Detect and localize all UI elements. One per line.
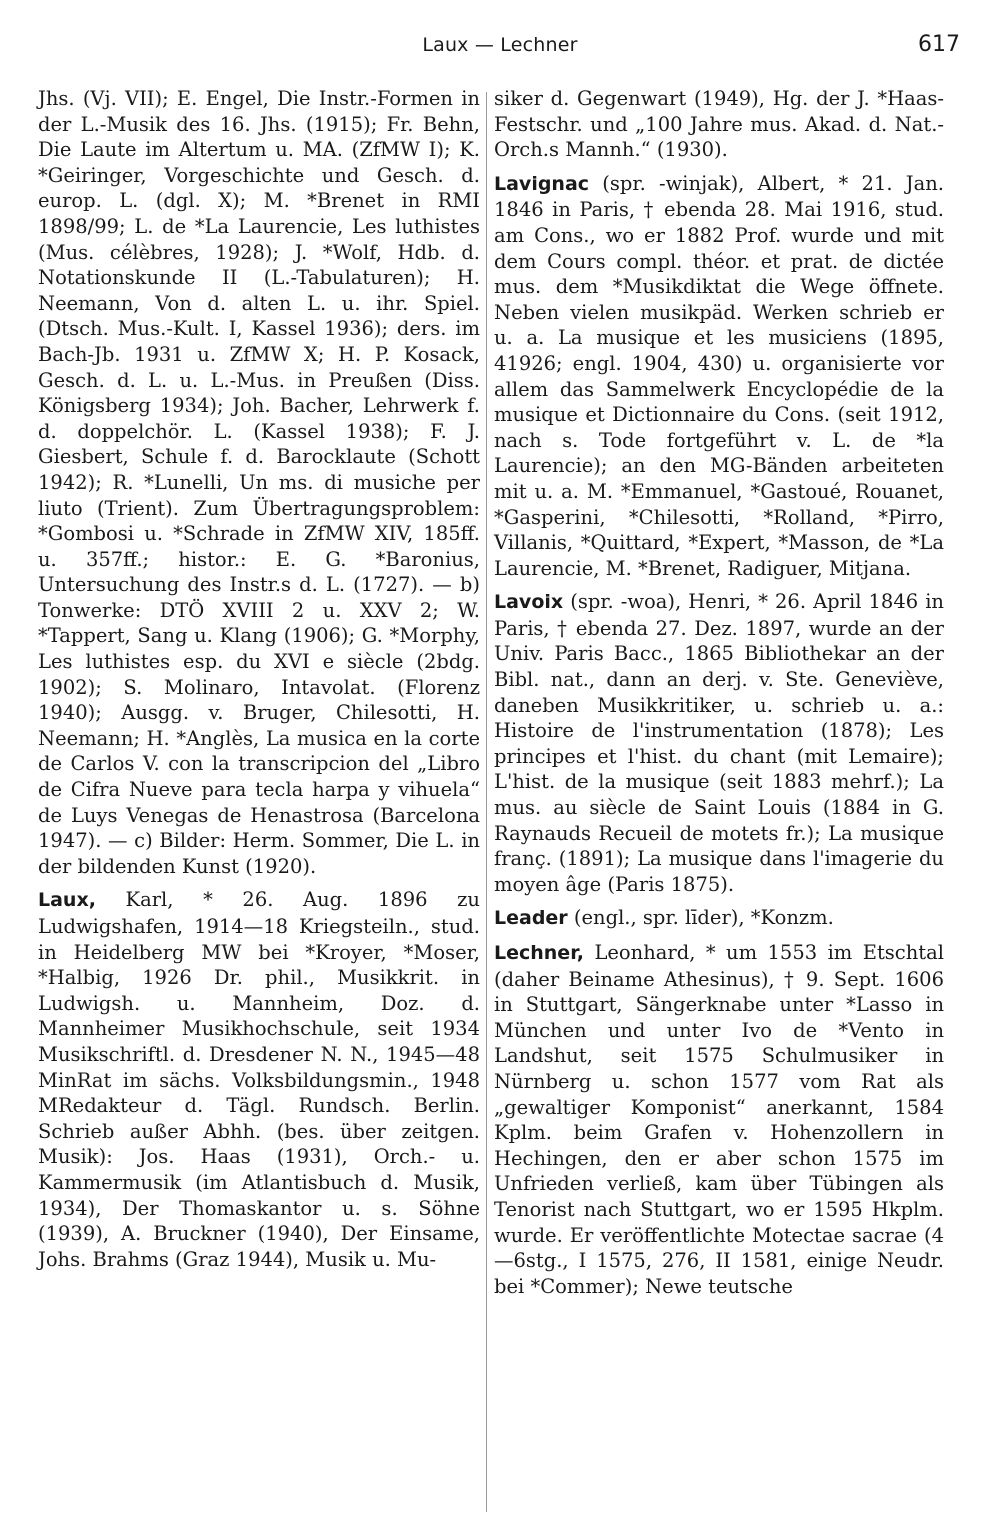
entry-lavignac [494,171,944,582]
headword-laux: Laux, [38,889,96,912]
entry-text-lechner: Leonhard, * um 1553 im Etschtal (daher Beiname Athesinus), † 9. Sept. 1606 in Stuttgart, Sängerknabe unter *Lasso in München und unter Ivo de *Vento in Landshut, seit 1575 Schulmusiker in Nürnberg u. schon 1577 vom Rat als „gewaltiger Komponist“ anerkannt, 1584 Kplm. beim Grafen v. Hohenzollern in Hechingen, den er aber schon 1575 im Unfrieden verließ, kam über Tübingen als Tenorist nach Stuttgart, wo er 1595 Hkplm. wurde. Er veröffentlichte Motectae sacrae (4—6stg., I 1575, 276, II 1581, einige Neudr. bei *Commer); Newe teutsche [494,941,944,1298]
headword-lavoix: Lavoix [494,591,564,614]
entry-text-lavoix: (spr. -woa), Henri, * 26. April 1846 in Paris, † ebenda 27. Dez. 1897, wurde an der Univ. Paris Bacc., 1865 Bibliothekar an der Bibl. nat., dann an derj. v. Ste. Geneviève, daneben Musikkritiker, u. schrieb u. a.: Histoire de l'instrumentation (1878); Les principes et l'hist. du chant (mit Lemaire); L'hist. de la musique (seit 1883 mehrf.); La mus. au siècle de Saint Louis (1884 in G. Raynauds Recueil de motets fr.); La musique franç. (1891); La musique dans l'imagerie du moyen âge (Paris 1875). [494,590,944,896]
entry-text-lavignac: (spr. -winjak), Albert, * 21. Jan. 1846 in Paris, † ebenda 28. Mai 1916, stud. am Cons., wo er 1882 Prof. wurde und mit dem Cours compl. théor. et prat. de dictée mus. dem *Musikdiktat die Wege öffnete. Neben vielen musikpäd. Werken schrieb er u. a. La musique et les musiciens (1895, 41926; engl. 1904, 430) u. organisierte vor allem das Sammelwerk Encyclopédie de la musique et Dictionnaire du Cons. (seit 1912, nach s. Tode fortgeführt v. L. de *la Laurencie); an den MG-Bänden arbeiteten mit u. a. M. *Emmanuel, *Gastoué, Rouanet, *Gasperini, *Chilesotti, *Rolland, *Pirro, Villanis, *Quittard, *Expert, *Masson, de *La Laurencie, M. *Brenet, Radiguer, Mitjana. [494,171,945,580]
continuation-text-right: siker d. Gegenwart (1949), Hg. der J. *Haas-Festschr. und „100 Jahre mus. Akad. d. Nat.-Orch.s Mannh.“ (1930). [494,87,944,162]
right-column [494,86,944,1299]
page-header [0,30,1000,64]
entry-laux [38,887,480,1272]
column-divider [486,92,487,1512]
headword-lechner: Lechner, [494,942,584,964]
headword-leader: Leader [494,907,568,930]
laux-continuation [494,86,944,163]
entry-text-laux: Karl, * 26. Aug. 1896 zu Ludwigshafen, 1914—18 Kriegsteiln., stud. in Heidelberg MW bei *Kroyer, *Moser, *Halbig, 1926 Dr. phil., Musikkrit. in Ludwigsh. u. Mannheim, Doz. d. Mannheimer Musikhochschule, seit 1934 Musikschriftl. d. Dresdener N. N., 1945—48 MinRat im sächs. Volksbildungsmin., 1948 MRedakteur d. Tägl. Rundsch. Berlin. Schrieb außer Abhh. (bes. über zeitgen. Musik): Jos. Haas (1931), Orch.- u. Kammermusik (im Atlantisbuch d. Musik, 1934), Der Thomaskantor u. s. Söhne (1939), A. Bruckner (1940), Der Einsame, Johs. Brahms (Graz 1944), Musik u. Mu- [38,888,480,1271]
entry-lechner [494,940,944,1299]
running-title: Laux — Lechner [422,34,578,56]
entry-lavoix [494,589,944,897]
lute-bibliography-continuation [38,86,480,879]
entry-text-leader: (engl., spr. līder), *Konzm. [573,906,834,930]
page-number: 617 [918,32,960,57]
entry-leader [494,905,944,932]
left-column [38,86,480,1272]
headword-lavignac: Lavignac [494,172,590,195]
continuation-text: Jhs. (Vj. VII); E. Engel, Die Instr.-Formen in der L.-Musik des 16. Jhs. (1915); Fr. Behn, Die Laute im Altertum u. MA. (ZfMW I); K. *Geiringer, Vorgeschichte und Gesch. d. europ. L. (dgl. X); M. *Brenet in RMI 1898/99; L. de *La Laurencie, Les luthistes (Mus. célèbres, 1928); J. *Wolf, Hdb. d. Notationskunde II (L.-Tabulaturen); H. Neemann, Von d. alten L. u. ihr. Spiel. (Dtsch. Mus.-Kult. I, Kassel 1936); ders. im Bach-Jb. 1931 u. ZfMW X; H. P. Kosack, Gesch. d. L. u. L.-Mus. in Preußen (Diss. Königsberg 1934); Joh. Bacher, Lehrwerk f. d. doppelchör. L. (Kassel 1938); F. J. Giesbert, Schule f. d. Barocklaute (Schott 1942); R. *Lunelli, Un ms. di musiche per liuto (Trient). Zum Übertragungsproblem: *Gombosi u. *Schrade in ZfMW XIV, 185ff. u. 357ff.; histor.: E. G. *Baronius, Untersuchung des Instr.s d. L. (1727). — b) Tonwerke: DTÖ XVIII 2 u. XXV 2; W. *Tappert, Sang u. Klang (1906); G. *Morphy, Les luthistes esp. du XVI e siècle (2bdg. 1902); S. Molinaro, Intavolat. (Florenz 1940); Ausgg. v. Bruger, Chilesotti, H. Neemann; H. *Anglès, La musica en la corte de Carlos V. con la transcripcion del „Libro de Cifra Nueve para tecla harpa y vihuela“ de Luys Venegas de Henastrosa (Barcelona 1947). — c) Bilder: Herm. Sommer, Die L. in der bildenden Kunst (1920). [38,87,480,878]
